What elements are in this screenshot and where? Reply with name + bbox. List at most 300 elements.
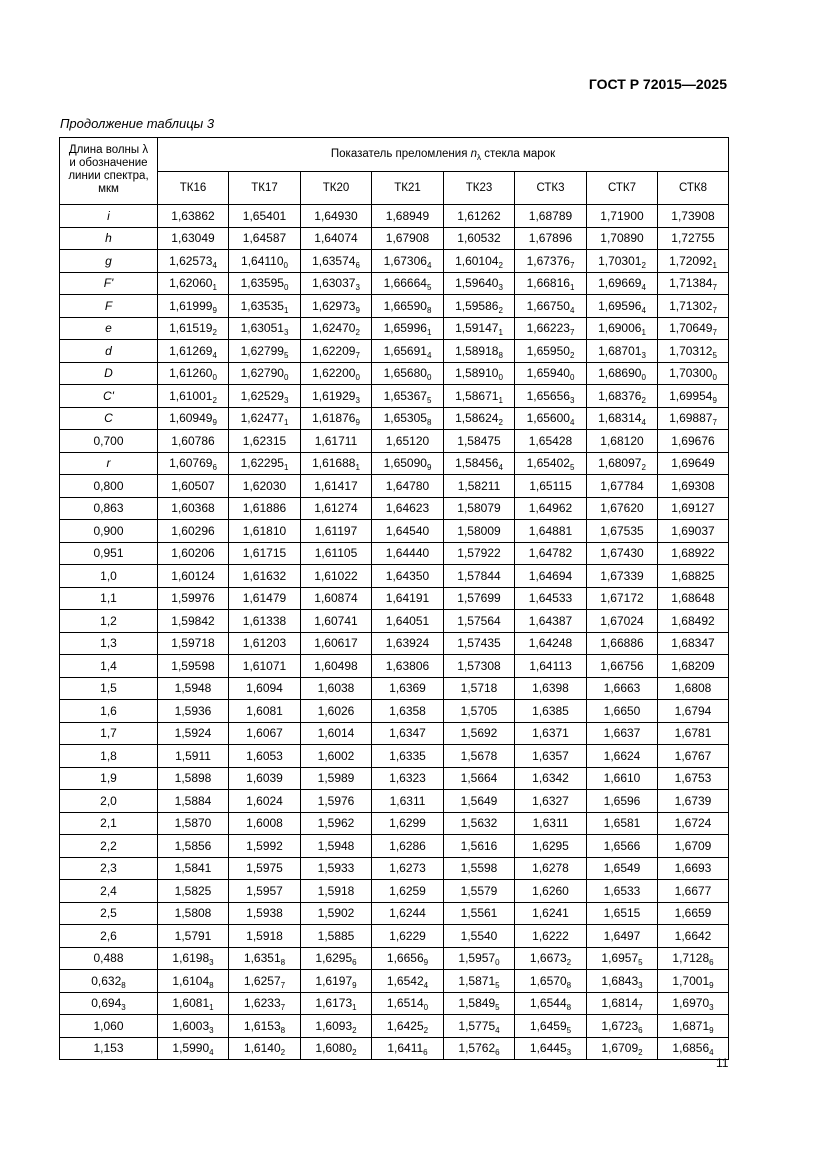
wavelength-label: e: [105, 321, 112, 336]
index-subscript: 2: [212, 328, 217, 338]
index-value: 1,6596: [603, 793, 641, 808]
index-value: 1,59718: [171, 636, 215, 651]
index-value: 1,6398: [532, 681, 569, 696]
index-value: 1,64782: [528, 546, 573, 561]
index-cell: [229, 452, 301, 475]
table-row: [60, 520, 729, 543]
index-cell: [372, 790, 444, 813]
index-value: 1,5989: [317, 771, 355, 786]
index-cell: [587, 925, 658, 948]
index-cell: [301, 407, 372, 430]
index-cell: [229, 205, 301, 228]
table-row: [60, 385, 729, 408]
index-cell: [229, 1037, 301, 1060]
index-cell: [587, 767, 658, 790]
index-subscript: 7: [280, 1003, 286, 1013]
index-cell: [158, 362, 229, 385]
index-value: 1,62573: [169, 253, 213, 268]
index-cell: [658, 947, 729, 970]
group-header-symbol: n: [470, 148, 478, 161]
index-cell: [444, 227, 515, 250]
index-value: 1,6673: [529, 951, 567, 966]
index-subscript: 9: [423, 958, 429, 968]
index-cell: [515, 227, 587, 250]
table-row: [60, 677, 729, 700]
index-cell: [158, 677, 229, 700]
index-value: 1,6229: [389, 928, 426, 943]
index-subscript: 1: [355, 463, 360, 473]
index-cell: [587, 430, 658, 453]
index-value: 1,58910: [455, 366, 499, 381]
index-cell: [515, 340, 587, 363]
table-row: [60, 565, 729, 588]
group-header-text: Показатель преломления: [330, 148, 471, 161]
index-subscript: 4: [569, 418, 575, 428]
index-cell: [229, 587, 301, 610]
wavelength-cell: [60, 205, 158, 228]
index-subscript: 2: [569, 350, 575, 360]
index-cell: [444, 430, 515, 453]
wavelength-cell: [60, 520, 158, 543]
index-value: 1,61886: [242, 501, 287, 516]
index-cell: [372, 1015, 444, 1038]
index-cell: [587, 632, 658, 655]
index-value: 1,5938: [246, 906, 283, 921]
index-value: 1,63862: [171, 208, 215, 223]
index-value: 1,6514: [386, 996, 424, 1011]
index-cell: [229, 790, 301, 813]
index-value: 1,6497: [603, 928, 641, 943]
index-value: 1,69887: [669, 411, 713, 426]
table-row: [60, 250, 729, 273]
index-cell: [158, 857, 229, 880]
index-value: 1,70890: [600, 231, 644, 246]
index-subscript: 8: [280, 958, 286, 968]
index-value: 1,62315: [242, 433, 287, 448]
index-value: 1,70312: [669, 343, 713, 358]
wavelength-cell: [60, 497, 158, 520]
wavelength-cell: [60, 880, 158, 903]
index-subscript: 8: [566, 1003, 572, 1013]
index-subscript: 2: [498, 305, 503, 315]
index-subscript: 4: [209, 1048, 214, 1058]
index-cell: [158, 925, 229, 948]
index-subscript: 1: [498, 395, 503, 405]
index-value: 1,5692: [460, 726, 498, 741]
index-subscript: 3: [355, 395, 360, 405]
index-value: 1,6637: [603, 726, 641, 741]
index-value: 1,64587: [242, 231, 287, 246]
index-value: 1,5957: [246, 883, 283, 898]
index-value: 1,6581: [603, 816, 641, 831]
table-row: [60, 857, 729, 880]
index-value: 1,65600: [526, 411, 570, 426]
index-value: 1,6038: [317, 681, 355, 696]
index-subscript: 0: [283, 260, 288, 270]
index-cell: [444, 880, 515, 903]
wavelength-cell: [60, 250, 158, 273]
index-value: 1,58009: [457, 523, 501, 538]
wavelength-label: d: [105, 343, 112, 358]
index-cell: [515, 992, 587, 1015]
index-subscript: 3: [498, 283, 503, 293]
index-cell: [158, 1037, 229, 1060]
index-cell: [515, 902, 587, 925]
index-value: 1,72092: [669, 253, 713, 268]
index-value: 1,5976: [317, 793, 355, 808]
index-cell: [658, 700, 729, 723]
index-value: 1,67908: [385, 231, 430, 246]
index-value: 1,69006: [598, 321, 642, 336]
index-cell: [658, 227, 729, 250]
index-value: 1,5957: [458, 951, 496, 966]
table-row: [60, 992, 729, 1015]
index-cell: [372, 272, 444, 295]
index-subscript: 3: [283, 395, 289, 405]
index-value: 1,6358: [389, 703, 426, 718]
index-cell: [587, 677, 658, 700]
index-value: 1,6173: [315, 996, 353, 1011]
index-value: 1,68648: [671, 591, 715, 606]
index-cell: [301, 857, 372, 880]
index-value: 1,5825: [174, 883, 212, 898]
index-cell: [658, 632, 729, 655]
wavelength-cell: [60, 407, 158, 430]
index-cell: [158, 835, 229, 858]
wavelength-label: 0,694: [91, 996, 122, 1011]
row-header-line: мкм: [98, 183, 119, 195]
table-row: [60, 475, 729, 498]
index-value: 1,63051: [240, 321, 284, 336]
index-subscript: 4: [423, 980, 429, 990]
index-cell: [158, 407, 229, 430]
index-value: 1,64074: [314, 231, 358, 246]
index-value: 1,67339: [600, 568, 644, 583]
index-value: 1,68922: [671, 546, 715, 561]
index-subscript: 5: [566, 1025, 572, 1035]
index-cell: [444, 610, 515, 633]
index-cell: [229, 475, 301, 498]
index-value: 1,6371: [532, 726, 569, 741]
index-value: 1,7128: [672, 951, 710, 966]
index-value: 1,58624: [455, 411, 499, 426]
index-subscript: 4: [498, 463, 503, 473]
wavelength-label: 1,5: [100, 681, 117, 696]
index-cell: [229, 1015, 301, 1038]
wavelength-label: 2,0: [100, 793, 117, 808]
table-caption: Продолжение таблицы 3: [60, 116, 215, 131]
index-value: 1,6723: [601, 1018, 639, 1033]
index-value: 1,62030: [242, 478, 287, 493]
wavelength-label: 0,900: [93, 523, 124, 538]
index-value: 1,70649: [669, 321, 713, 336]
index-subscript: 7: [712, 283, 717, 293]
wavelength-cell: [60, 655, 158, 678]
index-cell: [587, 835, 658, 858]
index-cell: [372, 767, 444, 790]
index-value: 1,6093: [315, 1018, 353, 1033]
index-value: 1,6094: [246, 681, 283, 696]
index-cell: [301, 1037, 372, 1060]
index-value: 1,60296: [171, 523, 215, 538]
index-cell: [229, 812, 301, 835]
index-value: 1,57922: [457, 546, 501, 561]
table-row: [60, 272, 729, 295]
index-cell: [229, 385, 301, 408]
index-value: 1,59640: [455, 276, 499, 291]
index-value: 1,6544: [529, 996, 567, 1011]
wavelength-cell: [60, 767, 158, 790]
index-value: 1,71384: [669, 276, 713, 291]
wavelength-label: 0,632: [91, 973, 122, 988]
index-cell: [158, 340, 229, 363]
table-row: [60, 497, 729, 520]
index-value: 1,71900: [600, 208, 644, 223]
index-subscript: 1: [426, 328, 432, 338]
index-value: 1,63037: [312, 276, 356, 291]
wavelength-cell: [60, 835, 158, 858]
index-value: 1,64881: [528, 523, 573, 538]
index-subscript: 4: [709, 1048, 714, 1058]
row-header-line: и обозначение: [69, 157, 148, 169]
index-cell: [158, 970, 229, 993]
table-row: [60, 745, 729, 768]
index-cell: [158, 520, 229, 543]
wavelength-cell: [60, 1015, 158, 1038]
index-cell: [301, 767, 372, 790]
index-cell: [444, 970, 515, 993]
index-value: 1,6295: [315, 951, 353, 966]
index-cell: [658, 857, 729, 880]
index-value: 1,61197: [314, 523, 358, 538]
index-subscript: 5: [426, 283, 432, 293]
table-row: [60, 587, 729, 610]
index-value: 1,6278: [532, 861, 569, 876]
wavelength-label: 1,153: [93, 1041, 124, 1056]
index-value: 1,60532: [457, 231, 501, 246]
index-value: 1,68492: [671, 613, 715, 628]
index-subscript: 2: [641, 260, 646, 270]
index-cell: [229, 745, 301, 768]
wavelength-cell: [60, 542, 158, 565]
index-subscript: 0: [283, 283, 289, 293]
index-value: 1,68120: [600, 433, 644, 448]
index-subscript: 3: [283, 328, 289, 338]
index-value: 1,66664: [383, 276, 427, 291]
index-cell: [444, 520, 515, 543]
index-cell: [515, 790, 587, 813]
index-cell: [515, 520, 587, 543]
index-cell: [301, 587, 372, 610]
index-cell: [658, 655, 729, 678]
index-cell: [372, 295, 444, 318]
wavelength-label: 1,3: [100, 636, 117, 651]
index-subscript: 4: [641, 418, 646, 428]
index-cell: [229, 497, 301, 520]
index-value: 1,65090: [383, 456, 427, 471]
index-value: 1,66750: [526, 298, 570, 313]
index-cell: [158, 902, 229, 925]
index-value: 1,5718: [460, 681, 498, 696]
table-row: [60, 790, 729, 813]
index-subscript: 0: [569, 373, 575, 383]
index-value: 1,68209: [671, 658, 715, 673]
index-subscript: 6: [638, 1025, 643, 1035]
index-value: 1,65691: [383, 343, 427, 358]
index-value: 1,67376: [526, 253, 570, 268]
index-value: 1,7001: [672, 973, 710, 988]
index-value: 1,58211: [457, 478, 501, 493]
index-value: 1,61711: [314, 433, 358, 448]
index-cell: [372, 475, 444, 498]
index-value: 1,58456: [455, 456, 499, 471]
index-value: 1,6459: [529, 1018, 567, 1033]
index-cell: [658, 970, 729, 993]
wavelength-cell: [60, 722, 158, 745]
index-value: 1,6342: [532, 771, 569, 786]
index-value: 1,60741: [314, 613, 358, 628]
index-value: 1,5841: [174, 861, 212, 876]
wavelength-label: r: [106, 456, 111, 471]
index-cell: [658, 992, 729, 1015]
index-cell: [158, 227, 229, 250]
index-value: 1,6709: [601, 1041, 639, 1056]
index-subscript: 1: [283, 305, 289, 315]
index-value: 1,6198: [172, 951, 210, 966]
index-cell: [229, 655, 301, 678]
wavelength-cell: [60, 700, 158, 723]
index-value: 1,6153: [243, 1018, 281, 1033]
index-value: 1,57699: [457, 591, 501, 606]
column-header: СТК7: [587, 171, 658, 205]
index-value: 1,63595: [240, 276, 284, 291]
index-cell: [658, 880, 729, 903]
wavelength-cell: [60, 1037, 158, 1060]
wavelength-label: i: [107, 208, 110, 223]
index-subscript: 3: [566, 1048, 572, 1058]
index-value: 1,6794: [674, 703, 712, 718]
index-cell: [301, 542, 372, 565]
index-cell: [444, 655, 515, 678]
index-cell: [301, 250, 372, 273]
index-value: 1,6767: [674, 748, 712, 763]
wavelength-subscript: 3: [121, 1003, 126, 1013]
index-subscript: 4: [426, 260, 432, 270]
column-header: ТК17: [229, 171, 301, 205]
wavelength-label: D: [104, 366, 113, 381]
index-value: 1,64248: [528, 636, 573, 651]
table-row: [60, 767, 729, 790]
index-value: 1,61715: [242, 546, 287, 561]
index-subscript: 7: [569, 328, 575, 338]
index-value: 1,64962: [528, 501, 573, 516]
index-value: 1,59842: [171, 613, 215, 628]
index-cell: [444, 272, 515, 295]
index-value: 1,61269: [169, 343, 213, 358]
wavelength-label: 2,1: [100, 816, 117, 831]
wavelength-cell: [60, 610, 158, 633]
index-cell: [229, 880, 301, 903]
index-value: 1,69676: [671, 433, 715, 448]
index-value: 1,64350: [385, 568, 430, 583]
index-subscript: 5: [712, 350, 717, 360]
index-subscript: 7: [712, 328, 717, 338]
index-value: 1,65996: [383, 321, 427, 336]
index-value: 1,61105: [314, 546, 358, 561]
index-subscript: 7: [569, 260, 575, 270]
index-value: 1,60786: [171, 433, 215, 448]
index-cell: [301, 632, 372, 655]
index-subscript: 6: [355, 260, 360, 270]
index-value: 1,6843: [601, 973, 639, 988]
index-cell: [372, 452, 444, 475]
index-cell: [372, 317, 444, 340]
index-cell: [229, 992, 301, 1015]
index-cell: [515, 947, 587, 970]
index-cell: [229, 542, 301, 565]
index-value: 1,61417: [314, 478, 358, 493]
index-cell: [587, 317, 658, 340]
index-cell: [301, 430, 372, 453]
index-cell: [444, 1037, 515, 1060]
index-cell: [301, 970, 372, 993]
wavelength-cell: [60, 745, 158, 768]
index-subscript: 9: [355, 305, 360, 315]
index-cell: [444, 925, 515, 948]
index-value: 1,6970: [672, 996, 710, 1011]
index-cell: [229, 295, 301, 318]
index-value: 1,5649: [460, 793, 498, 808]
wavelength-label: 1,060: [93, 1018, 124, 1033]
index-value: 1,61071: [242, 658, 287, 673]
index-cell: [372, 902, 444, 925]
index-cell: [658, 497, 729, 520]
index-subscript: 8: [426, 418, 432, 428]
index-value: 1,6311: [389, 793, 426, 808]
index-value: 1,6871: [672, 1018, 710, 1033]
index-cell: [372, 497, 444, 520]
row-header-line: линии спектра,: [68, 170, 149, 182]
index-value: 1,6080: [315, 1041, 353, 1056]
index-value: 1,6039: [246, 771, 283, 786]
index-cell: [515, 475, 587, 498]
index-cell: [444, 542, 515, 565]
index-subscript: 8: [280, 1025, 286, 1035]
index-subscript: 8: [566, 980, 572, 990]
wavelength-cell: [60, 272, 158, 295]
table-row: [60, 835, 729, 858]
index-value: 1,5870: [174, 816, 212, 831]
index-value: 1,6014: [317, 726, 355, 741]
index-value: 1,65401: [242, 208, 287, 223]
index-value: 1,64780: [385, 478, 430, 493]
index-cell: [444, 452, 515, 475]
index-cell: [444, 340, 515, 363]
index-value: 1,68690: [598, 366, 642, 381]
index-value: 1,68825: [671, 568, 715, 583]
index-cell: [301, 340, 372, 363]
index-cell: [372, 925, 444, 948]
index-cell: [587, 205, 658, 228]
index-cell: [301, 835, 372, 858]
index-value: 1,60104: [455, 253, 499, 268]
group-header-text: стекла марок: [481, 148, 556, 161]
index-cell: [587, 1037, 658, 1060]
index-subscript: 7: [712, 418, 717, 428]
wavelength-label: 0,951: [93, 546, 124, 561]
index-subscript: 1: [283, 418, 289, 428]
index-cell: [229, 340, 301, 363]
